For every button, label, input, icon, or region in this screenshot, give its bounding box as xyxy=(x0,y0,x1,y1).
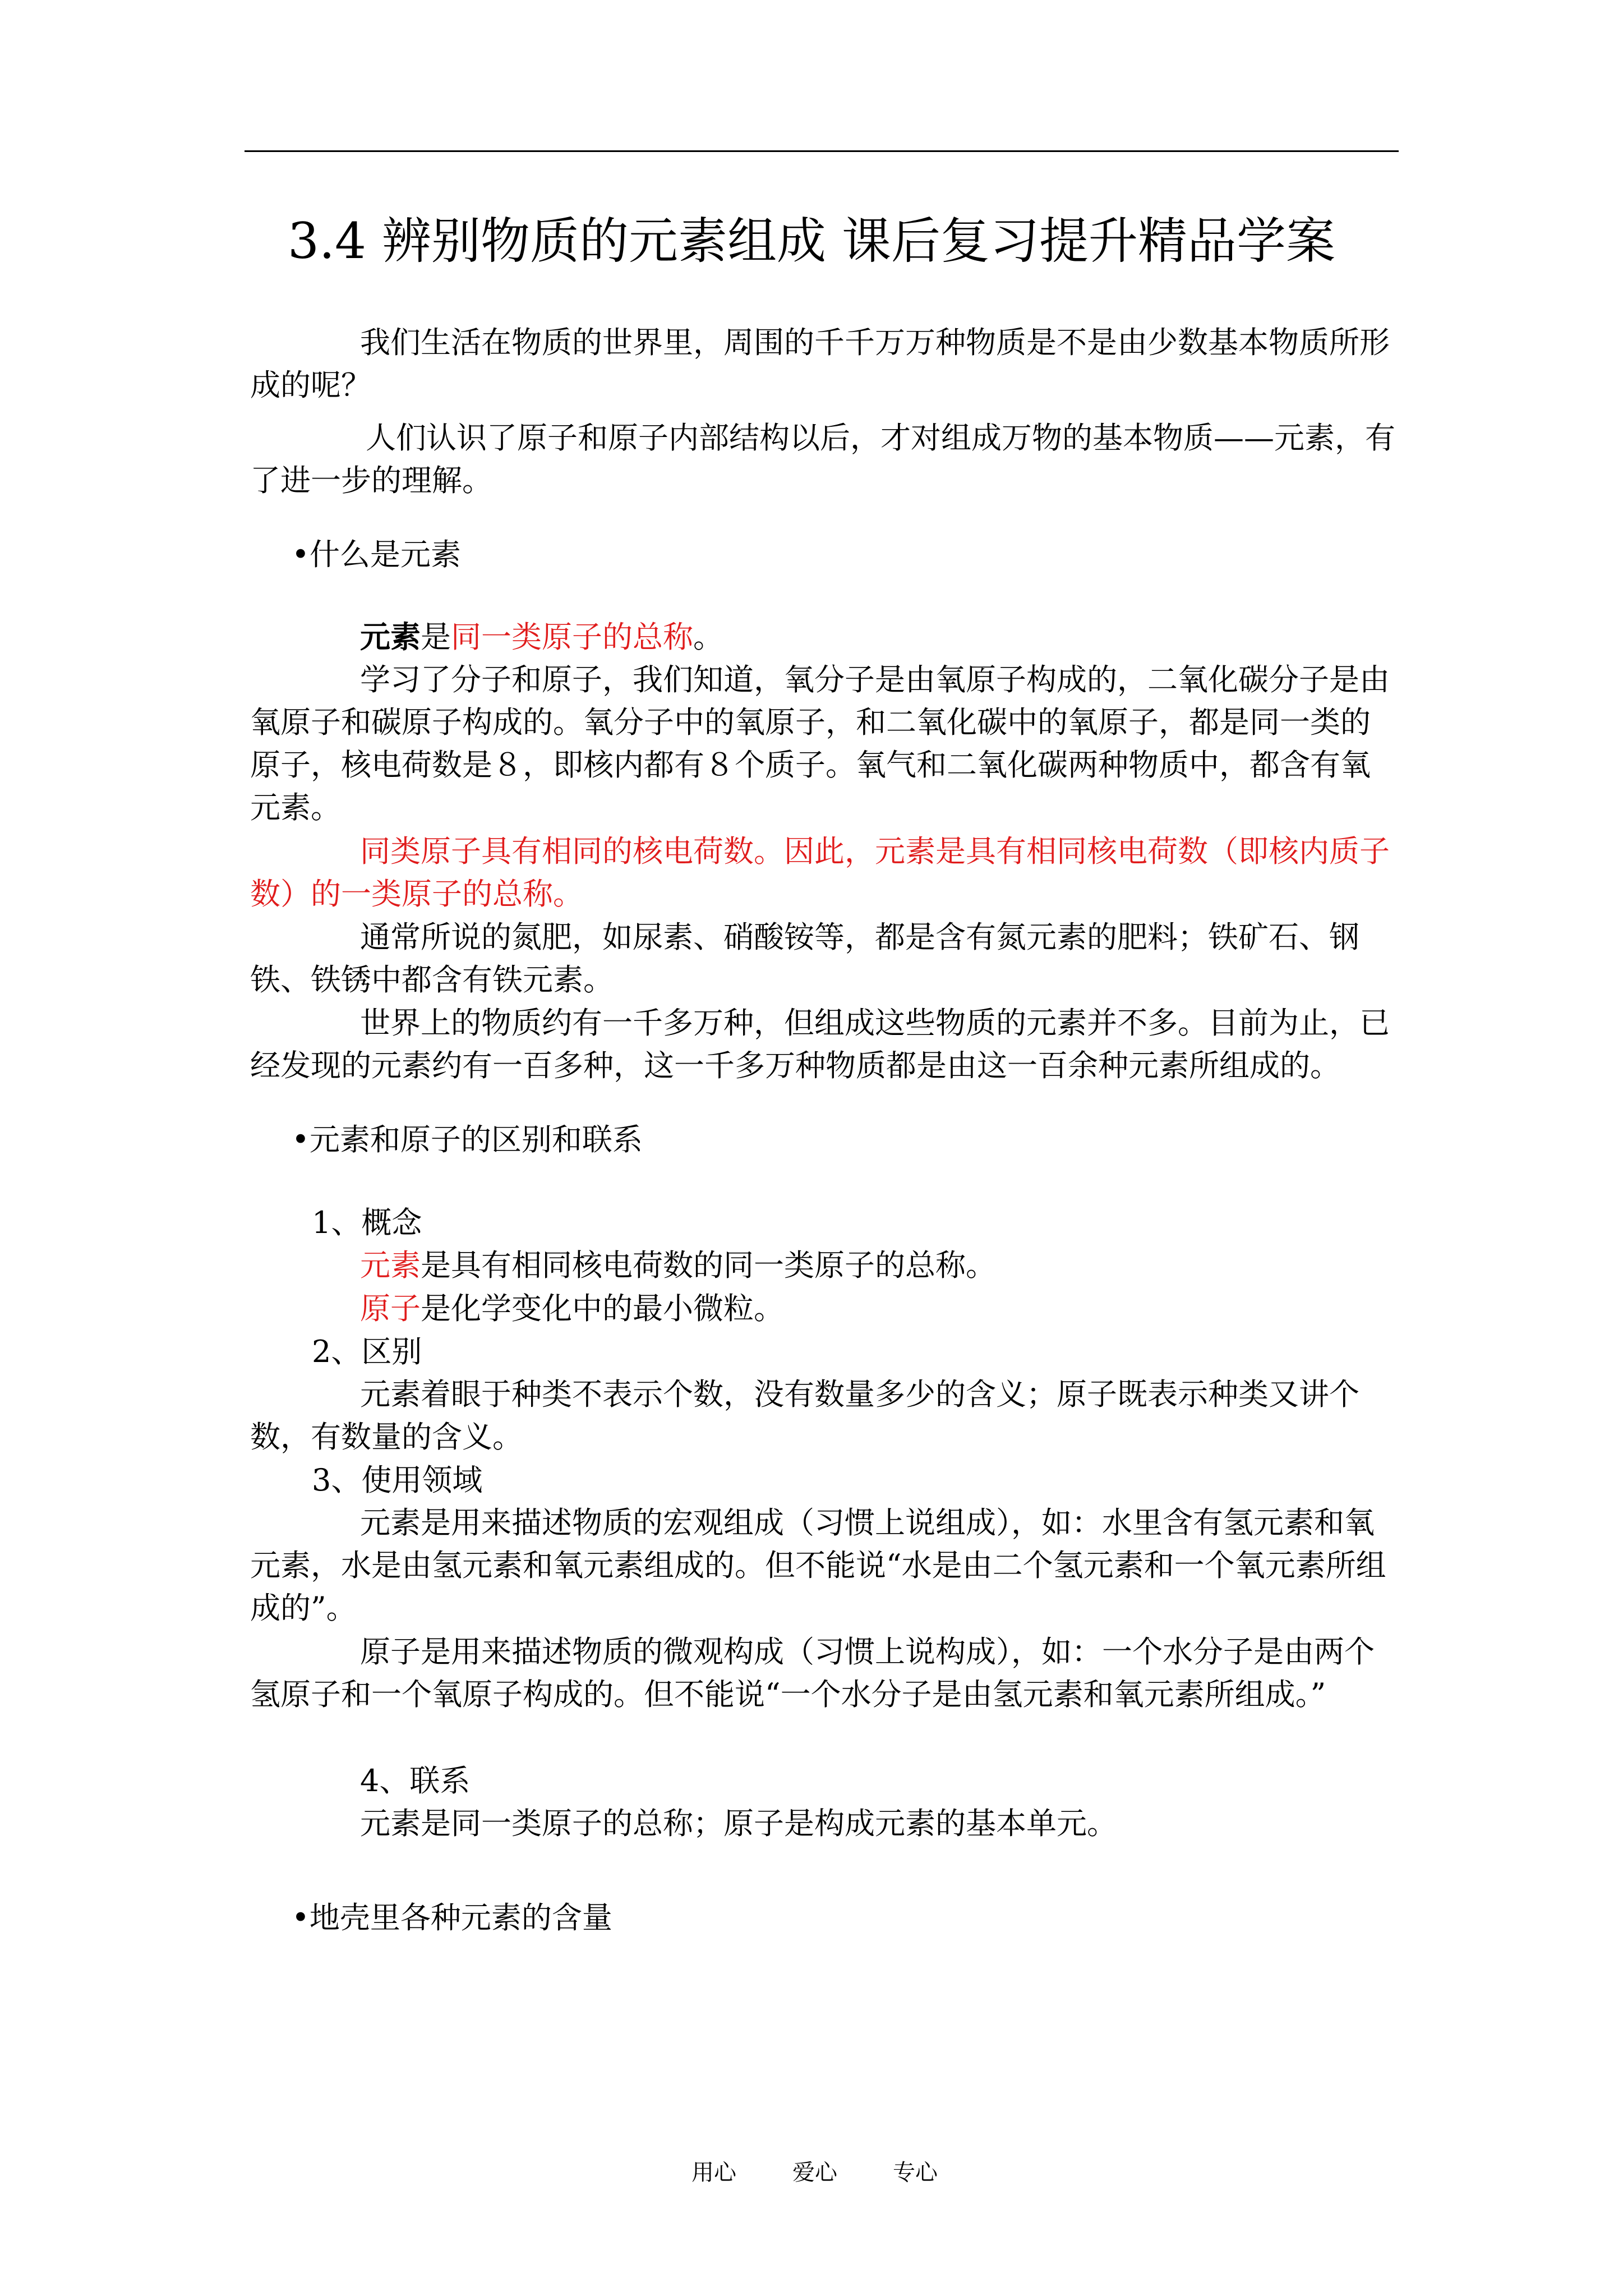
item-connection: 4、联系 xyxy=(360,1763,471,1798)
element-count-paragraph: 世界上的物质约有一千多万种，但组成这些物质的元素并不多。目前为止，已经发现的元素约有一百多种，这一千多万种物质都是由这一百余种元素所组成的。 xyxy=(250,1005,1390,1083)
element-concept-term: 元素 xyxy=(360,1248,421,1283)
atom-concept-text: 是化学变化中的最小微粒。 xyxy=(421,1291,784,1326)
footer-word-1: 用心 xyxy=(691,2160,736,2185)
nitrogen-iron-paragraph: 通常所说的氮肥，如尿素、硝酸铵等，都是含有氮元素的肥料；铁矿石、钢铁、铁锈中都含有铁元素。 xyxy=(250,919,1359,997)
atom-concept-term: 原子 xyxy=(360,1291,421,1326)
usage-element-text: 元素是用来描述物质的宏观组成（习惯上说组成），如：水里含有氢元素和氧元素，水是由氢元素和氧元素组成的。但不能说“水是由二个氢元素和一个氧元素所组成的”。 xyxy=(250,1505,1386,1626)
element-concept-text: 是具有相同核电荷数的同一类原子的总称。 xyxy=(421,1248,996,1283)
section-heading-what-is-element: •什么是元素 xyxy=(292,537,461,572)
element-concept xyxy=(360,1244,996,1287)
element-term: 元素 xyxy=(360,619,421,655)
item-difference: 2、区别 xyxy=(312,1334,422,1369)
usage-atom-text: 原子是用来描述物质的微观构成（习惯上说构成），如：一个水分子是由两个氢原子和一个氧原子构成的。但不能说“一个水分子是由氢元素和氧元素所组成。” xyxy=(250,1634,1375,1712)
intro-paragraph-1: 我们生活在物质的世界里，周围的千千万万种物质是不是由少数基本物质所形成的呢？ xyxy=(250,325,1390,403)
definition-highlight: 同一类原子的总称 xyxy=(451,619,693,655)
definition-end: 。 xyxy=(693,619,723,655)
page-title: 3.4 辨别物质的元素组成 课后复习提升精品学案 xyxy=(288,212,1335,270)
connection-text: 元素是同一类原子的总称；原子是构成元素的基本单元。 xyxy=(360,1806,1117,1841)
element-definition xyxy=(360,615,1510,659)
header-rule xyxy=(245,150,1399,152)
section-heading-element-vs-atom: •元素和原子的区别和联系 xyxy=(292,1122,643,1157)
footer-word-2: 爱心 xyxy=(792,2160,837,2185)
element-definition-highlight: 同类原子具有相同的核电荷数。因此，元素是具有相同核电荷数（即核内质子数）的一类原子的总称。 xyxy=(250,834,1390,912)
item-concept: 1、概念 xyxy=(312,1205,422,1240)
atom-concept xyxy=(360,1287,784,1330)
definition-connector: 是 xyxy=(421,619,451,655)
section-heading-crust-elements: •地壳里各种元素的含量 xyxy=(292,1900,612,1935)
intro-paragraph-2: 人们认识了原子和原子内部结构以后，才对组成万物的基本物质——元素，有了进一步的理解。 xyxy=(250,420,1395,498)
item-usage: 3、使用领域 xyxy=(312,1462,483,1498)
oxygen-paragraph: 学习了分子和原子，我们知道，氧分子是由氧原子构成的，二氧化碳分子是由氧原子和碳原子构成的。氧分子中的氧原子，和二氧化碳中的氧原子，都是同一类的原子，核电荷数是８，即核内都有８个质子。氧气和二氧化碳两种物质中，都含有氧元素。 xyxy=(250,662,1390,825)
difference-text: 元素着眼于种类不表示个数，没有数量多少的含义；原子既表示种类又讲个数，有数量的含义。 xyxy=(250,1377,1359,1455)
footer-word-3: 专心 xyxy=(893,2160,938,2185)
